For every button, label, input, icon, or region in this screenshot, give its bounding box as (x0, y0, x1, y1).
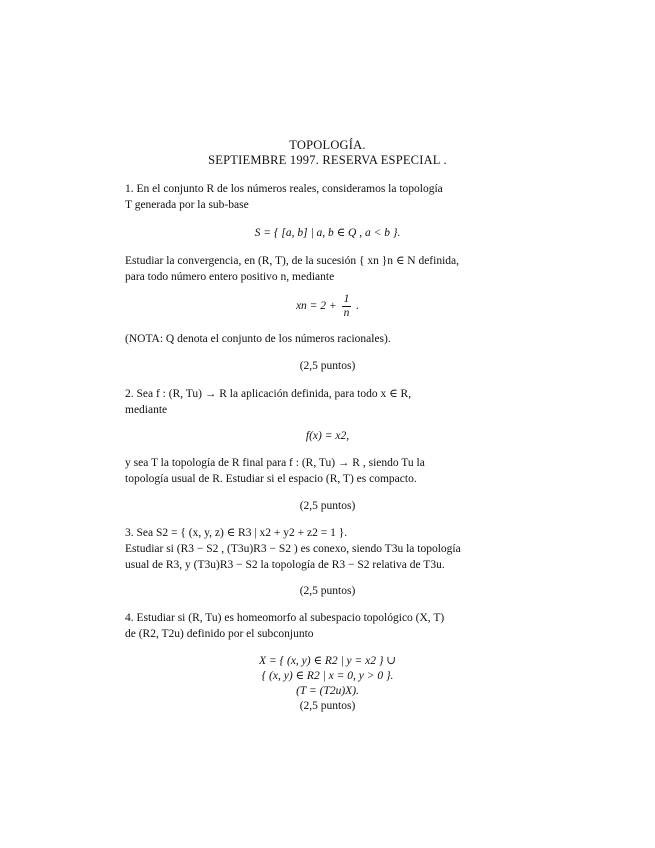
q2-points: (2,5 puntos) (299, 500, 356, 512)
q1-line-2-text: T generada por la sub-base (125, 199, 249, 211)
q1-sequence-lhs: xn = 2 + (295, 300, 337, 313)
q1-line-2 (125, 197, 249, 213)
q1-sequence-fraction (342, 293, 352, 320)
q1-subbase-formula: S = { [a, b] | a, b ∈ Q , a < b }. (254, 227, 401, 239)
q4-set-formula-1: X = { (x, y) ∈ R2 | y = x2 } ∪ (258, 655, 397, 667)
q4-line-1: 4. Estudiar si (R, Tu) es homeomorfo al subespacio topológico (X, T) (125, 612, 445, 624)
q4-points: (2,5 puntos) (299, 700, 356, 712)
q3-line-3: usual de R3, y (T3u)R3 − S2 la topología de R3 − S2 relativa de T3u. (125, 559, 445, 571)
q2-line-4: topología usual de R. Estudiar si el espacio (R, T) es compacto. (125, 473, 417, 485)
q4-set-formula-2: { (x, y) ∈ R2 | x = 0, y > 0 }. (261, 670, 394, 682)
q1-line-3: Estudiar la convergencia, en (R, T), de la sucesión { xn }n ∈ N definida, (125, 255, 460, 267)
q1-points: (2,5 puntos) (299, 360, 356, 372)
q1-fraction-numerator: 1 (343, 293, 350, 305)
exam-subtitle: SEPTIEMBRE 1997. RESERVA ESPECIAL . (208, 153, 447, 167)
exam-title: TOPOLOGÍA. (289, 138, 366, 152)
q3-line-1: 3. Sea S2 = { (x, y, z) ∈ R3 | x2 + y2 + z2 = 1 }. (125, 527, 348, 539)
q1-note: (NOTA: Q denota el conjunto de los números racionales). (125, 333, 391, 345)
q1-sequence-formula (0, 293, 655, 320)
q3-points: (2,5 puntos) (299, 585, 356, 597)
q1-line-1 (125, 181, 443, 197)
q2-line-1: 2. Sea f : (R, Tu) → R la aplicación definida, para todo x ∈ R, (125, 388, 412, 400)
q3-line-2: Estudiar si (R3 − S2 , (T3u)R3 − S2 ) es conexo, siendo T3u la topología (125, 543, 461, 555)
q1-fraction-denominator: n (343, 307, 350, 319)
q1-line-1-text: 1. En el conjunto R de los números reales, consideramos la topología (125, 183, 443, 195)
q1-sequence-end: . (356, 300, 360, 313)
q2-function-formula: f(x) = x2, (305, 430, 350, 442)
q1-line-4: para todo número entero positivo n, mediante (125, 271, 335, 283)
q4-line-2: de (R2, T2u) definido por el subconjunto (125, 628, 314, 640)
q2-line-3: y sea T la topología de R final para f : (R, Tu) → R , siendo Tu la (125, 457, 425, 469)
q2-line-2: mediante (125, 404, 168, 416)
q4-topology-formula: (T = (T2u)X). (296, 685, 359, 697)
